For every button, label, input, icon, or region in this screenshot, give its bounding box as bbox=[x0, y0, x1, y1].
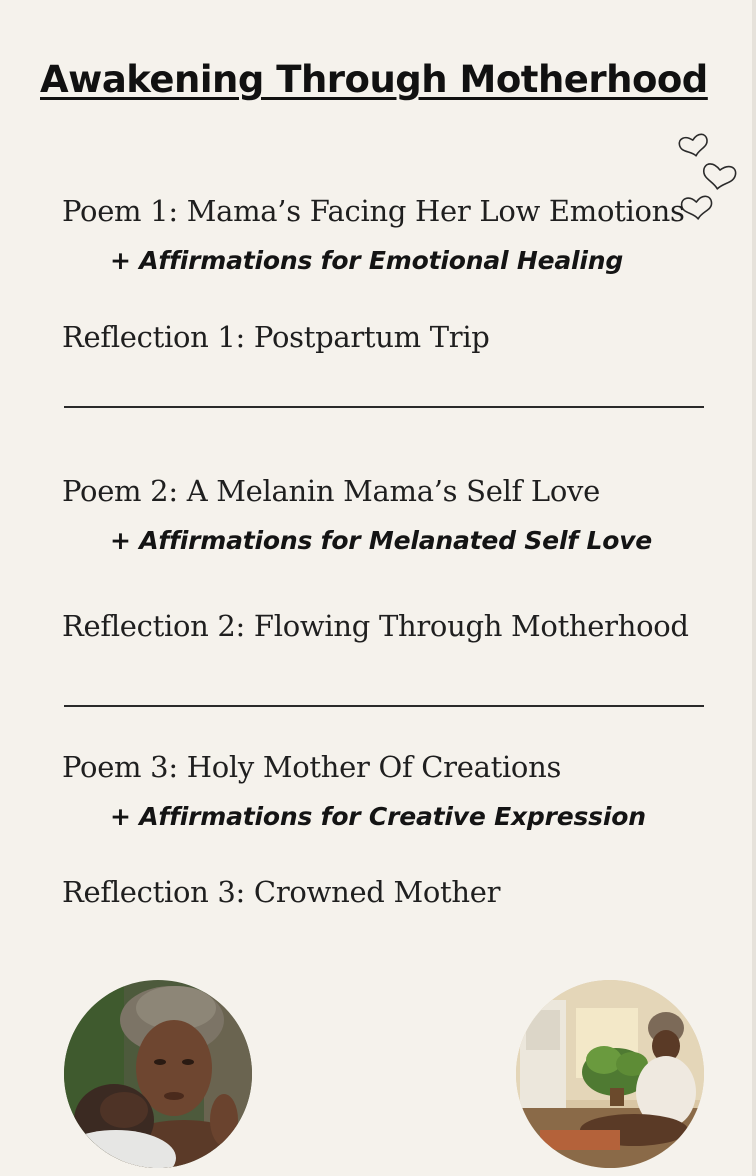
affirmation-3: + Affirmations for Creative Expression bbox=[110, 802, 646, 831]
affirmation-1: + Affirmations for Emotional Healing bbox=[110, 246, 624, 275]
page-title: Awakening Through Motherhood bbox=[40, 58, 708, 101]
reflection-2-title: Reflection 2: Flowing Through Motherhood bbox=[62, 609, 689, 643]
section-divider bbox=[64, 406, 704, 408]
mother-holding-baby-photo bbox=[64, 980, 252, 1168]
affirmation-2: + Affirmations for Melanated Self Love bbox=[110, 526, 653, 555]
poem-1-title: Poem 1: Mama’s Facing Her Low Emotions bbox=[62, 194, 685, 228]
mother-with-plant-photo bbox=[516, 980, 704, 1168]
heart-outline-icon bbox=[701, 163, 736, 191]
heart-outline-icon bbox=[678, 133, 710, 158]
section-divider bbox=[64, 705, 704, 707]
reflection-3-title: Reflection 3: Crowned Mother bbox=[62, 875, 501, 909]
poem-3-title: Poem 3: Holy Mother Of Creations bbox=[62, 750, 562, 784]
poem-2-title: Poem 2: A Melanin Mama’s Self Love bbox=[62, 474, 600, 508]
heart-outline-icon bbox=[681, 196, 713, 221]
reflection-1-title: Reflection 1: Postpartum Trip bbox=[62, 320, 490, 354]
page-edge bbox=[752, 0, 756, 1176]
